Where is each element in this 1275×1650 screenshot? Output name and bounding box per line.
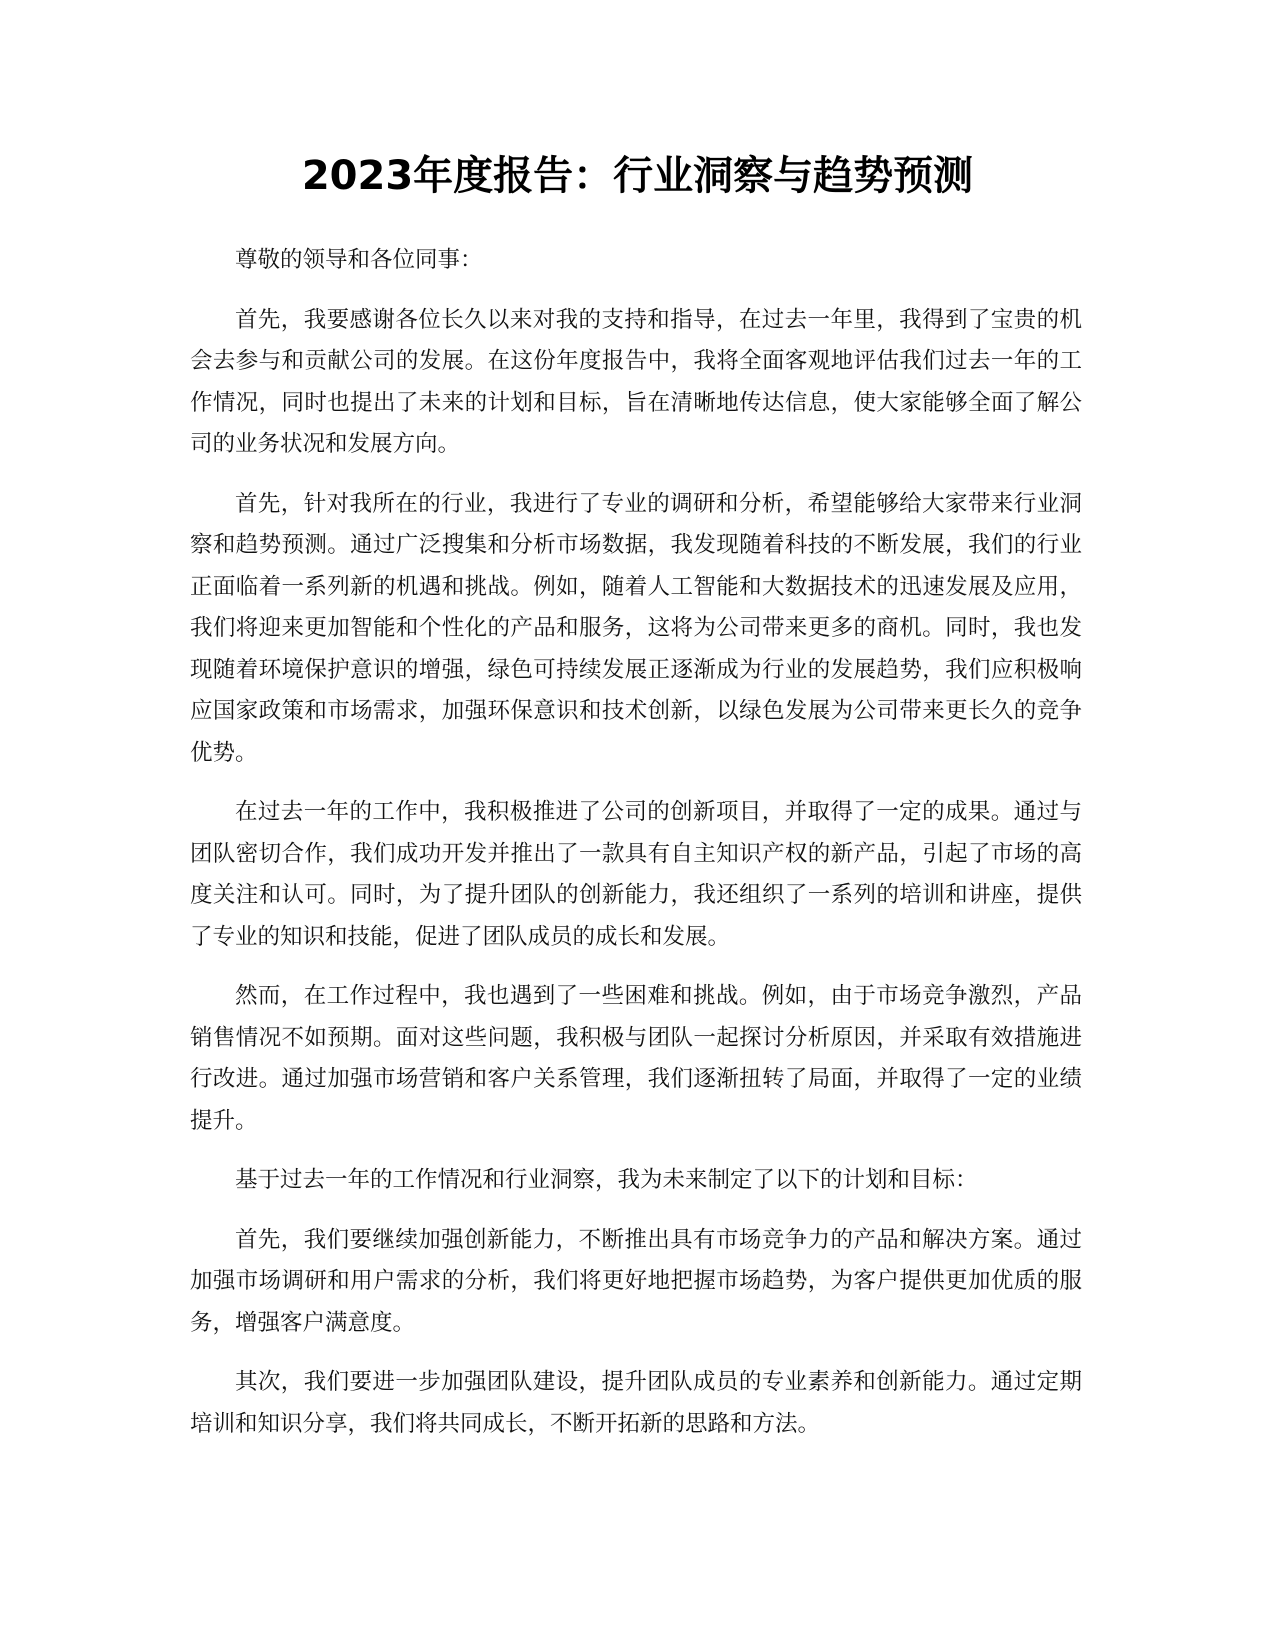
paragraph-plan-innovation: 首先，我们要继续加强创新能力，不断推出具有市场竞争力的产品和解决方案。通过加强市场调研和用户需求的分析，我们将更好地把握市场趋势，为客户提供更加优质的服务，增强客户满意度。 bbox=[190, 1226, 1082, 1336]
paragraph-plan-team: 其次，我们要进一步加强团队建设，提升团队成员的专业素养和创新能力。通过定期培训和知识分享，我们将共同成长，不断开拓新的思路和方法。 bbox=[190, 1369, 1082, 1437]
paragraph-greeting: 尊敬的领导和各位同事： bbox=[235, 247, 483, 273]
paragraph-industry-insight: 首先，针对我所在的行业，我进行了专业的调研和分析，希望能够给大家带来行业洞察和趋势预测。通过广泛搜集和分析市场数据，我发现随着科技的不断发展，我们的行业正面临着一系列新的机遇和挑战。例如，随着人工智能和大数据技术的迅速发展及应用，我们将迎来更加智能和个性化的产品和服务，这将为公司带来更多的商机。同时，我也发现随着环境保护意识的增强，绿色可持续发展正逐渐成为行业的发展趋势，我们应积极响应国家政策和市场需求，加强环保意识和技术创新，以绿色发展为公司带来更长久的竞争优势。 bbox=[190, 490, 1082, 766]
document-title: 2023年度报告：行业洞察与趋势预测 bbox=[301, 153, 974, 199]
paragraph-introduction: 首先，我要感谢各位长久以来对我的支持和指导，在过去一年里，我得到了宝贵的机会去参与和贡献公司的发展。在这份年度报告中，我将全面客观地评估我们过去一年的工作情况，同时也提出了未来的计划和目标，旨在清晰地传达信息，使大家能够全面了解公司的业务状况和发展方向。 bbox=[190, 306, 1082, 457]
paragraph-plan-intro: 基于过去一年的工作情况和行业洞察，我为未来制定了以下的计划和目标： bbox=[235, 1167, 978, 1193]
paragraph-challenges: 然而，在工作过程中，我也遇到了一些困难和挑战。例如，由于市场竞争激烈，产品销售情况不如预期。面对这些问题，我积极与团队一起探讨分析原因，并采取有效措施进行改进。通过加强市场营销和客户关系管理，我们逐渐扭转了局面，并取得了一定的业绩提升。 bbox=[190, 983, 1082, 1134]
document-body bbox=[190, 240, 1082, 1463]
paragraph-innovation-achievements: 在过去一年的工作中，我积极推进了公司的创新项目，并取得了一定的成果。通过与团队密切合作，我们成功开发并推出了一款具有自主知识产权的新产品，引起了市场的高度关注和认可。同时，为了提升团队的创新能力，我还组织了一系列的培训和讲座，提供了专业的知识和技能，促进了团队成员的成长和发展。 bbox=[190, 799, 1082, 950]
